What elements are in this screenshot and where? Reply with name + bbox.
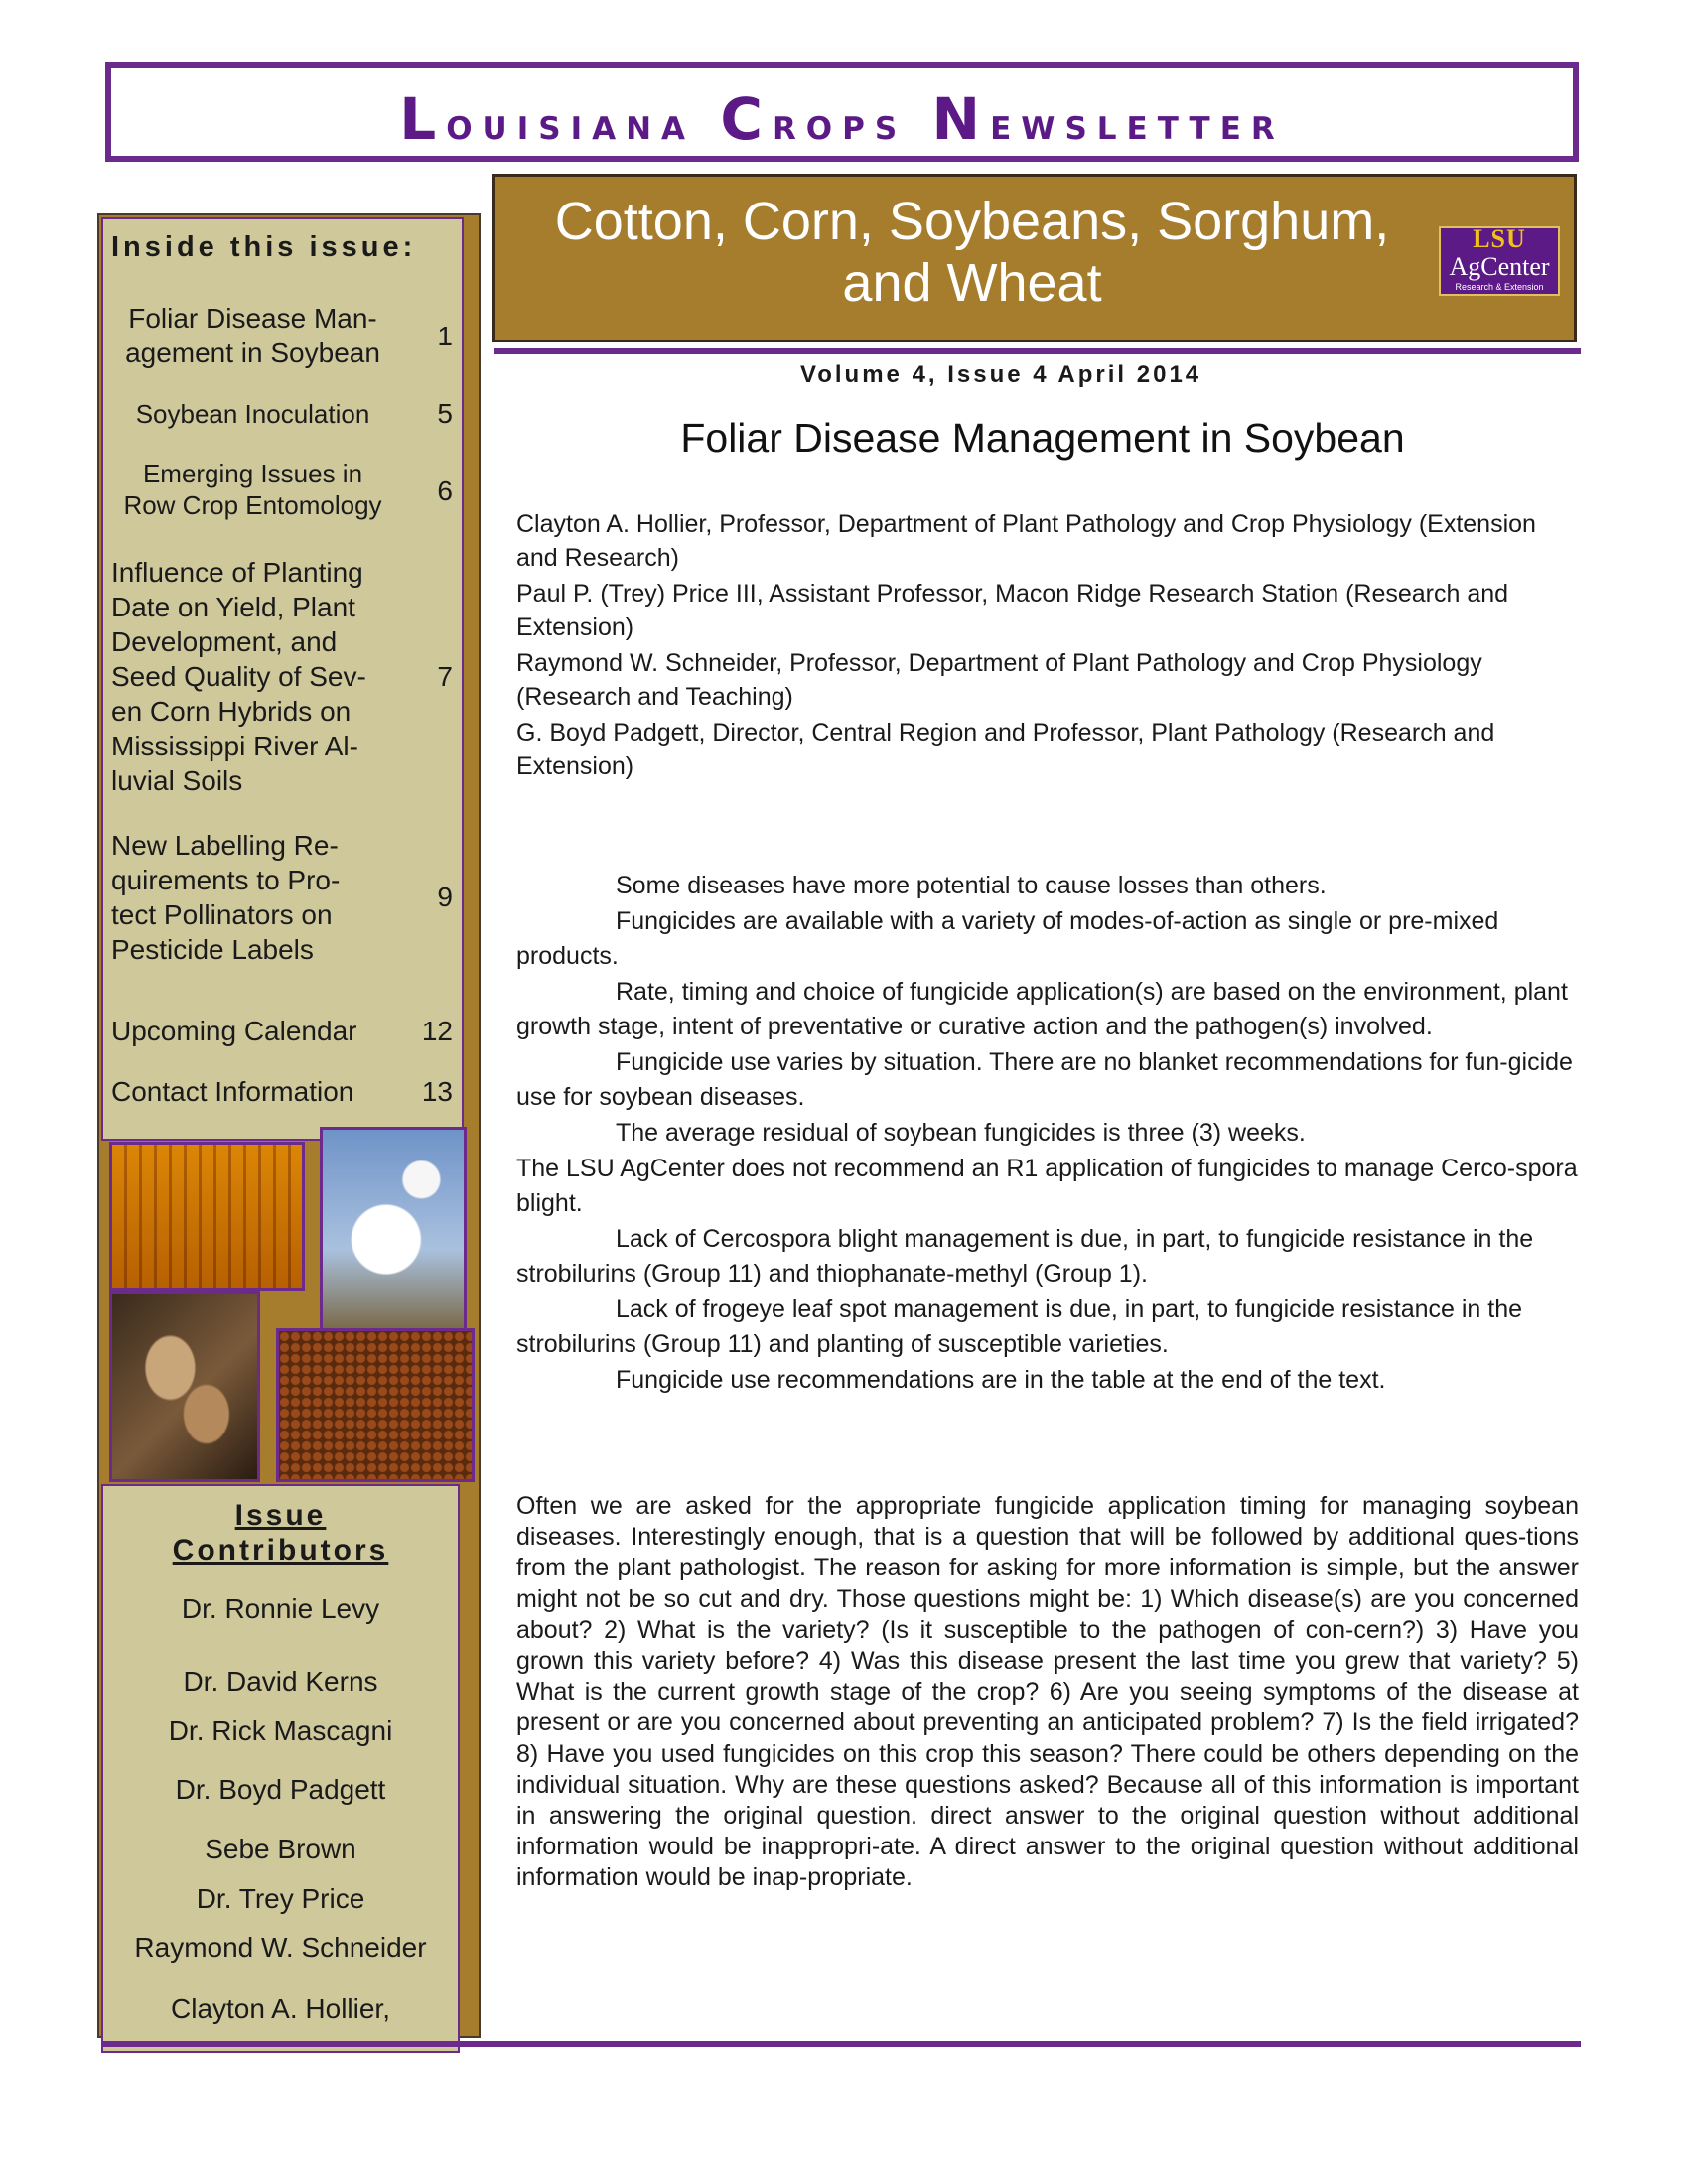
cotton-photo [320, 1127, 467, 1332]
banner-crops-line: and Wheat [842, 253, 1102, 313]
banner-crops-line: Cotton, Corn, Soybeans, Sorghum, [554, 192, 1390, 251]
issue-contributors [101, 1484, 460, 2053]
key-point: The LSU AgCenter does not recommend an R1 application of fungicides to manage Cerco-spora blight. [516, 1155, 1578, 1217]
toc-item-title: Upcoming Calendar [111, 1016, 357, 1046]
corn-photo [109, 1142, 305, 1291]
article-body-paragraph: Often we are asked for the appropriate fungicide application timing for managing soybean diseases. Interestingly enough, that is a question that will be followed by additional ques-tions from the plant pathologist. The reason for asking for more information is simple, but the answer might not be so cut and dry. Those questions might be: 1) Which disease(s) are you concerned about? 2) What is the variety? (Is it susceptible to the pathogen of con-cern?) 3) Have you grown this variety before? 4) Was this disease present the last time you grew that variety? 5) What is the current growth stage of the crop? 6) Are you seeing symptoms of the disease at present or are you concerned about preventing an anticipated problem? 7) Is the field irrigated? 8) Have you used fungicides on this crop this season? There could be others depending on the individual situation. Why are these questions asked? Because all of this information is important in answering the original question. direct answer to the original question without additional information would be inappropri-ate. A direct answer to the original question without additional information would be inap-propriate. [516, 1492, 1579, 1892]
toc-item-page: 7 [437, 661, 453, 692]
author-line: G. Boyd Padgett, Director, Central Region and Professor, Plant Pathology (Research and Extension) [516, 719, 1495, 780]
toc-item[interactable] [111, 301, 455, 370]
toc-item-page: 1 [437, 321, 453, 351]
toc-item[interactable] [111, 828, 455, 967]
toc-item-title: Contact Information [111, 1076, 354, 1107]
key-point: Fungicide use varies by situation. There are no blanket recommendations for fun-gicide use for soybean diseases. [516, 1048, 1573, 1111]
key-points [516, 869, 1579, 1399]
toc-item-title: Emerging Issues in Row Crop Entomology [123, 459, 382, 520]
masthead [105, 62, 1579, 162]
logo-agcenter-text: AgCenter [1449, 252, 1550, 281]
toc-item-title: New Labelling Re- quirements to Pro- tect Pollinators on Pesticide Labels [111, 830, 341, 965]
sorghum-photo [276, 1328, 475, 1482]
article-authors [516, 507, 1579, 785]
newsletter-title: Louisiana Crops Newsletter [399, 85, 1285, 153]
key-point: Fungicides are available with a variety of modes-of-action as single or pre-mixed products. [516, 907, 1499, 970]
footer-divider [101, 2041, 1581, 2047]
toc-item-title: Influence of Planting Date on Yield, Plant Development, and Seed Quality of Sev- en Corn Hybrids on Mississippi River Al- luvial Soils [111, 557, 366, 796]
toc-item-title: Soybean Inoculation [135, 399, 370, 429]
contributor-name: Dr. Trey Price [196, 1883, 365, 1914]
table-of-contents [101, 217, 464, 1141]
contributor-name: Sebe Brown [205, 1834, 356, 1864]
logo-subtitle: Research & Extension [1455, 282, 1544, 292]
author-line: Paul P. (Trey) Price III, Assistant Professor, Macon Ridge Research Station (Research and Extension) [516, 580, 1509, 641]
toc-item[interactable] [111, 555, 455, 798]
author-line: Clayton A. Hollier, Professor, Department of Plant Pathology and Crop Physiology (Extension and Research) [516, 510, 1536, 572]
contributor-name: Dr. Rick Mascagni [168, 1715, 393, 1746]
toc-item-page: 9 [437, 882, 453, 912]
toc-item[interactable] [111, 1074, 455, 1109]
crops-banner [492, 174, 1577, 342]
key-point: Some diseases have more potential to cause losses than others. [616, 872, 1327, 899]
toc-item[interactable] [111, 1014, 455, 1048]
key-point: Rate, timing and choice of fungicide application(s) are based on the environment, plant growth stage, intent of preventative or curative action and the pathogen(s) involved. [516, 978, 1568, 1040]
toc-item-title: Foliar Disease Man- agement in Soybean [125, 303, 380, 368]
header-divider [494, 348, 1581, 354]
toc-heading: Inside this issue: [111, 231, 417, 263]
article-title: Foliar Disease Management in Soybean [680, 415, 1405, 461]
key-point: Lack of Cercospora blight management is due, in part, to fungicide resistance in the strobilurins (Group 11) and thiophanate-methyl (Group 1). [516, 1225, 1534, 1288]
toc-item-page: 5 [437, 398, 453, 429]
logo-lsu-text: LSU [1473, 224, 1526, 253]
toc-item-page: 12 [421, 1016, 453, 1046]
key-point: Lack of frogeye leaf spot management is due, in part, to fungicide resistance in the strobilurins (Group 11) and planting of susceptible varieties. [516, 1296, 1523, 1358]
volume-issue-line: Volume 4, Issue 4 April 2014 [800, 361, 1202, 388]
contributors-heading: Issue Contributors [172, 1499, 389, 1567]
key-point: The average residual of soybean fungicides is three (3) weeks. [616, 1119, 1306, 1147]
contributor-name: Clayton A. Hollier, [171, 1993, 390, 2024]
contributor-name: Dr. Boyd Padgett [175, 1774, 386, 1805]
contributor-name: Dr. David Kerns [183, 1666, 378, 1697]
soybean-photo [109, 1291, 260, 1482]
toc-item[interactable] [111, 398, 455, 430]
contributor-name: Raymond W. Schneider [134, 1932, 427, 1963]
toc-item-page: 6 [437, 476, 453, 506]
key-point: Fungicide use recommendations are in the table at the end of the text. [616, 1366, 1386, 1394]
contributor-name: Dr. Ronnie Levy [181, 1593, 380, 1624]
toc-item[interactable] [111, 458, 455, 521]
lsu-agcenter-logo [1439, 226, 1560, 296]
toc-item-page: 13 [421, 1076, 453, 1107]
author-line: Raymond W. Schneider, Professor, Department of Plant Pathology and Crop Physiology (Research and Teaching) [516, 649, 1482, 711]
